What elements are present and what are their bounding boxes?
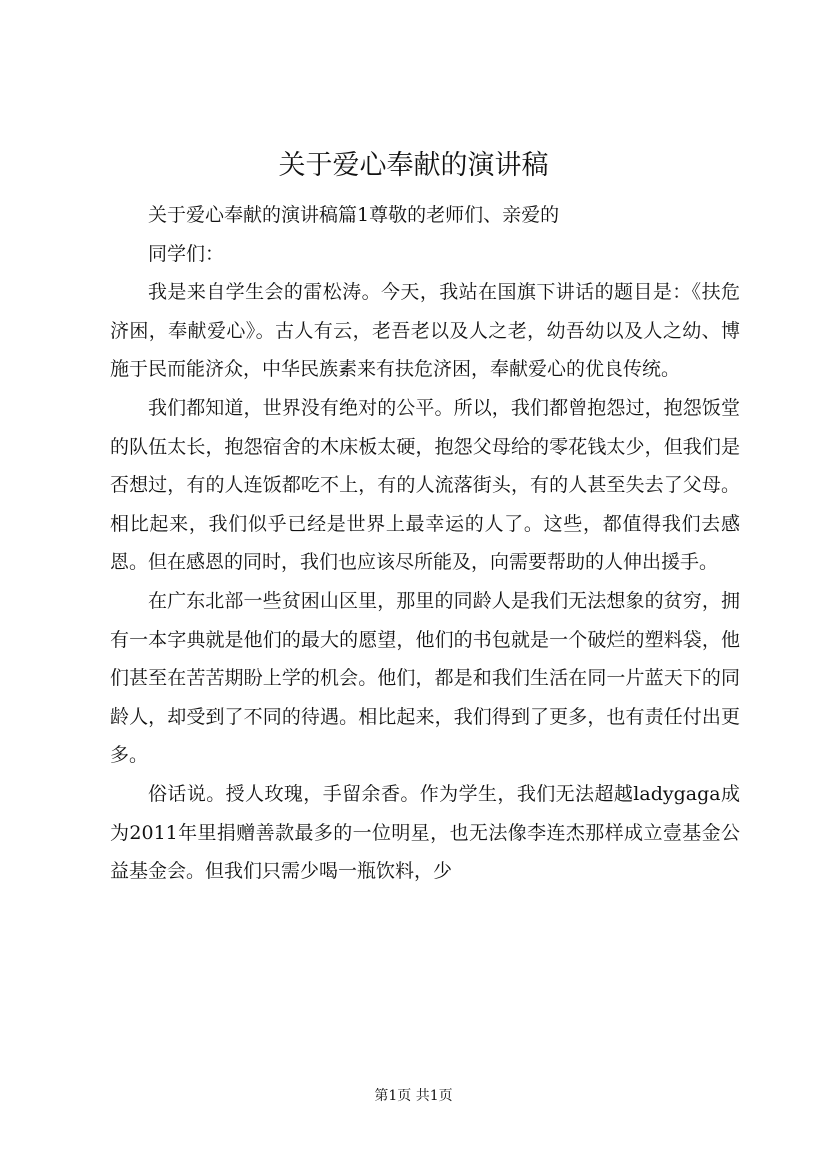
page-footer: 第1页 共1页 <box>374 1088 453 1104</box>
paragraph-4: 我们都知道，世界没有绝对的公平。所以，我们都曾抱怨过，抱怨饭堂的队伍太长，抱怨宿舍的木床板太硬，抱怨父母给的零花钱太少，但我们是否想过，有的人连饭都吃不上，有的人流落街头，有的人甚至失去了父母。相比起来，我们似乎已经是世界上最幸运的人了。这些，都值得我们去感恩。但在感恩的同时，我们也应该尽所能及，向需要帮助的人伸出援手。 <box>110 396 740 574</box>
document-body <box>110 196 740 891</box>
document-title: 关于爱心奉献的演讲稿 <box>278 150 549 181</box>
paragraph-5: 在广东北部一些贫困山区里，那里的同龄人是我们无法想象的贫穷，拥有一本字典就是他们的最大的愿望，他们的书包就是一个破烂的塑料袋，他们甚至在苦苦期盼上学的机会。他们，都是和我们生活在同一片蓝天下的同龄人，却受到了不同的待遇。相比起来，我们得到了更多，也有责任付出更多。 <box>110 589 740 767</box>
paragraph-2: 同学们： <box>148 242 225 265</box>
paragraph-1: 关于爱心奉献的演讲稿篇1尊敬的老师们、亲爱的 <box>148 204 560 226</box>
paragraph-3: 我是来自学生会的雷松涛。今天，我站在国旗下讲话的题目是：《扶危济困，奉献爱心》。古人有云，老吾老以及人之老，幼吾幼以及人之幼、博施于民而能济众，中华民族素来有扶危济困，奉献爱心的优良传统。 <box>110 281 740 381</box>
paragraph-6: 俗话说。授人玫瑰，手留余香。作为学生，我们无法超越ladygaga成为2011年里捐赠善款最多的一位明星，也无法像李连杰那样成立壹基金公益基金会。但我们只需少喝一瓶饮料，少 <box>110 782 740 883</box>
